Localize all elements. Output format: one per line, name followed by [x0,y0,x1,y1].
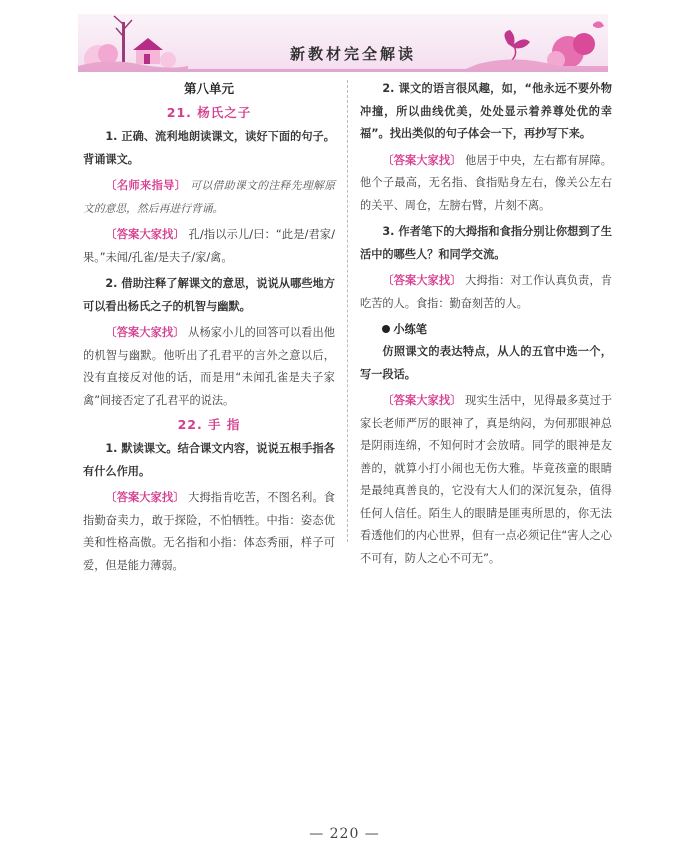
section-heading [360,319,612,341]
answer-block [83,487,335,577]
answer-text: 大拇指：对工作认真负责，肯吃苦的人。食指：勤奋刻苦的人。 [360,274,612,310]
guidance-tag: 〔名师来指导〕 [105,179,187,192]
left-column [83,78,335,577]
answer-block [360,270,612,315]
answer-block [83,322,335,412]
answer-tag: 〔答案大家找〕 [382,153,462,167]
answer-text: 孔/指以示儿/曰：“此是/君家/果。”未闻/孔雀/是夫子/家/禽。 [83,228,335,264]
answer-text: 现实生活中，见得最多莫过于家长老师严厉的眼神了，真是纳闷，为何那眼神总是阴雨连绵，不知何时才会放晴。同学的眼神是友善的，就算小打小闹也无伤大雅。毕竟孩童的眼睛是最纯真善良的，它没有大人们的深沉复杂，值得任何人信任。陌生人的眼睛是匪夷所思的，你无法看透他们的内心世界，但有一点必须记住“害人之心不可有，防人之心不可无”。 [360,394,612,565]
answer-tag: 〔答案大家找〕 [105,491,185,504]
header-underline [78,69,608,72]
page-header [78,14,608,76]
answer-tag: 〔答案大家找〕 [105,228,185,241]
answer-text: 他居于中央，左右都有屏障。他个子最高，无名指、食指贴身左右，像关公左右的关平、周仓，左膀右臂，片刻不离。 [360,153,612,212]
question-text: 1. 默读课文。结合课文内容，说说五根手指各有什么作用。 [83,442,335,478]
answer-block [83,224,335,269]
answer-tag: 〔答案大家找〕 [105,326,185,339]
answer-block [360,150,612,218]
answer-tag: 〔答案大家找〕 [382,394,462,407]
page-number: — 220 — [309,826,380,842]
house-tree-decoration-icon [78,14,188,72]
butterfly-decoration-icon [458,14,608,72]
answer-tag: 〔答案大家找〕 [382,274,462,287]
answer-block [360,390,612,570]
lesson-22-title: 22. 手 指 [177,417,241,432]
task-text: 仿照课文的表达特点，从人的五官中选一个，写一段话。 [360,345,612,381]
column-divider [347,80,348,542]
guidance-text: 可以借助课文的注释先理解原文的意思，然后再进行背诵。 [83,179,335,215]
question-text: 3. 作者笔下的大拇指和食指分别让你想到了生活中的哪些人？和同学交流。 [360,225,612,261]
right-column [360,78,612,570]
bullet-icon [382,325,390,333]
teacher-guidance [83,175,335,220]
answer-text: 从杨家小儿的回答可以看出他的机智与幽默。他听出了孔君平的言外之意以后，没有直接反对他的话，而是用“未闻孔雀是夫子家禽”间接否定了孔君平的说法。 [83,326,335,407]
question-text: 2. 课文的语言很风趣，如，“他永远不要外物冲撞，所以曲线优美，处处显示着养尊处优的幸福”。找出类似的句子体会一下，再抄写下来。 [360,82,612,140]
header-title: 新教材完全解读 [289,45,416,63]
question-text: 2. 借助注释了解课文的意思，说说从哪些地方可以看出杨氏之子的机智与幽默。 [83,277,335,313]
section-label: 小练笔 [393,323,427,336]
answer-text: 大拇指肯吃苦，不图名利。食指勤奋卖力，敢于探险，不怕牺牲。中指：姿态优美和性格高傲。无名指和小指：体态秀丽，样子可爱，但是能力薄弱。 [83,491,335,572]
unit-title: 第八单元 [183,81,234,96]
question-text: 1. 正确、流利地朗读课文，读好下面的句子。背诵课文。 [83,130,335,166]
lesson-21-title: 21. 杨氏之子 [166,105,252,120]
